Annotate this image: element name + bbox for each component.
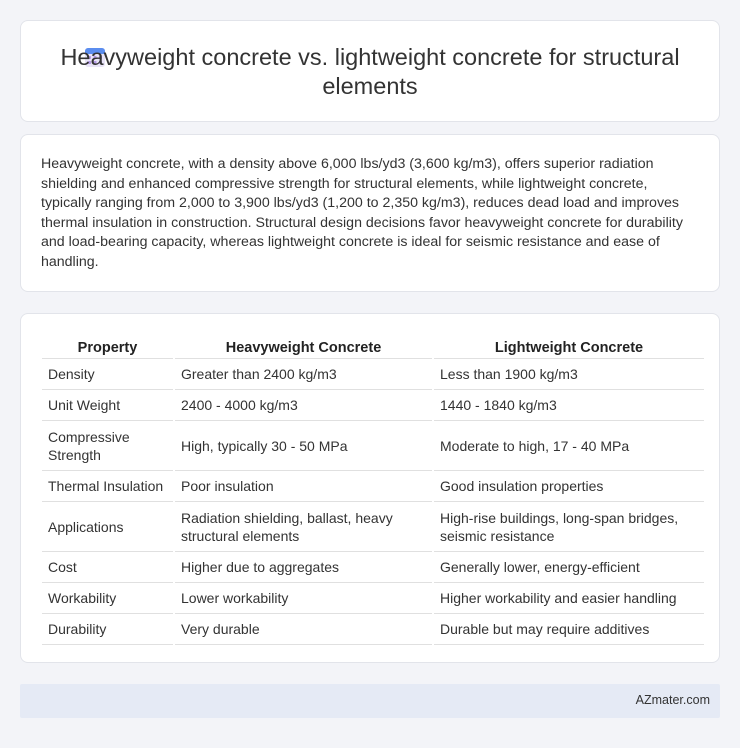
table-row (42, 552, 704, 583)
cell-property: Durability (42, 614, 173, 645)
cell-lightweight: Good insulation properties (434, 471, 704, 502)
title-card (20, 20, 720, 122)
cell-property: Cost (42, 552, 173, 583)
cell-heavyweight: Higher due to aggregates (175, 552, 432, 583)
table-row (42, 614, 704, 645)
table-header-row (42, 334, 704, 359)
cell-lightweight: Less than 1900 kg/m3 (434, 359, 704, 390)
description-card (20, 134, 720, 292)
cell-heavyweight: 2400 - 4000 kg/m3 (175, 390, 432, 421)
comparison-table (40, 334, 706, 645)
cell-lightweight: High-rise buildings, long-span bridges, seismic resistance (434, 502, 704, 552)
cell-property: Thermal Insulation (42, 471, 173, 502)
page-title: Heavyweight concrete vs. lightweight concrete for structural elements (60, 44, 680, 99)
header-property: Property (42, 334, 173, 359)
cell-heavyweight: Radiation shielding, ballast, heavy structural elements (175, 502, 432, 552)
cell-lightweight: Higher workability and easier handling (434, 583, 704, 614)
cell-heavyweight: Poor insulation (175, 471, 432, 502)
cell-lightweight: Moderate to high, 17 - 40 MPa (434, 421, 704, 471)
cell-lightweight: Durable but may require additives (434, 614, 704, 645)
table-row (42, 471, 704, 502)
cell-lightweight: 1440 - 1840 kg/m3 (434, 390, 704, 421)
table-row (42, 583, 704, 614)
cell-heavyweight: Greater than 2400 kg/m3 (175, 359, 432, 390)
cell-heavyweight: Very durable (175, 614, 432, 645)
description-text: Heavyweight concrete, with a density above 6,000 lbs/yd3 (3,600 kg/m3), offers superior radiation shielding and enhanced compressive strength for structural elements, while lightweight concrete, typically ranging from 2,000 to 3,900 lbs/yd3 (1,200 to 2,350 kg/m3), reduces dead load and improves thermal insulation in construction. Structural design decisions favor heavyweight concrete for durability and load-bearing capacity, whereas lightweight concrete is ideal for seismic resistance and ease of handling. (41, 156, 683, 270)
comparison-table-card (20, 313, 720, 663)
cell-property: Compressive Strength (42, 421, 173, 471)
cell-property: Applications (42, 502, 173, 552)
table-row (42, 359, 704, 390)
cell-lightweight: Generally lower, energy-efficient (434, 552, 704, 583)
cell-heavyweight: High, typically 30 - 50 MPa (175, 421, 432, 471)
header-lightweight: Lightweight Concrete (434, 334, 704, 359)
header-heavyweight: Heavyweight Concrete (175, 334, 432, 359)
cell-heavyweight: Lower workability (175, 583, 432, 614)
cell-property: Density (42, 359, 173, 390)
table-row (42, 390, 704, 421)
footer-brand: AZmater.com (635, 693, 710, 707)
table-row (42, 421, 704, 471)
cell-property: Workability (42, 583, 173, 614)
footer-bar (20, 684, 720, 718)
table-row (42, 502, 704, 552)
cell-property: Unit Weight (42, 390, 173, 421)
